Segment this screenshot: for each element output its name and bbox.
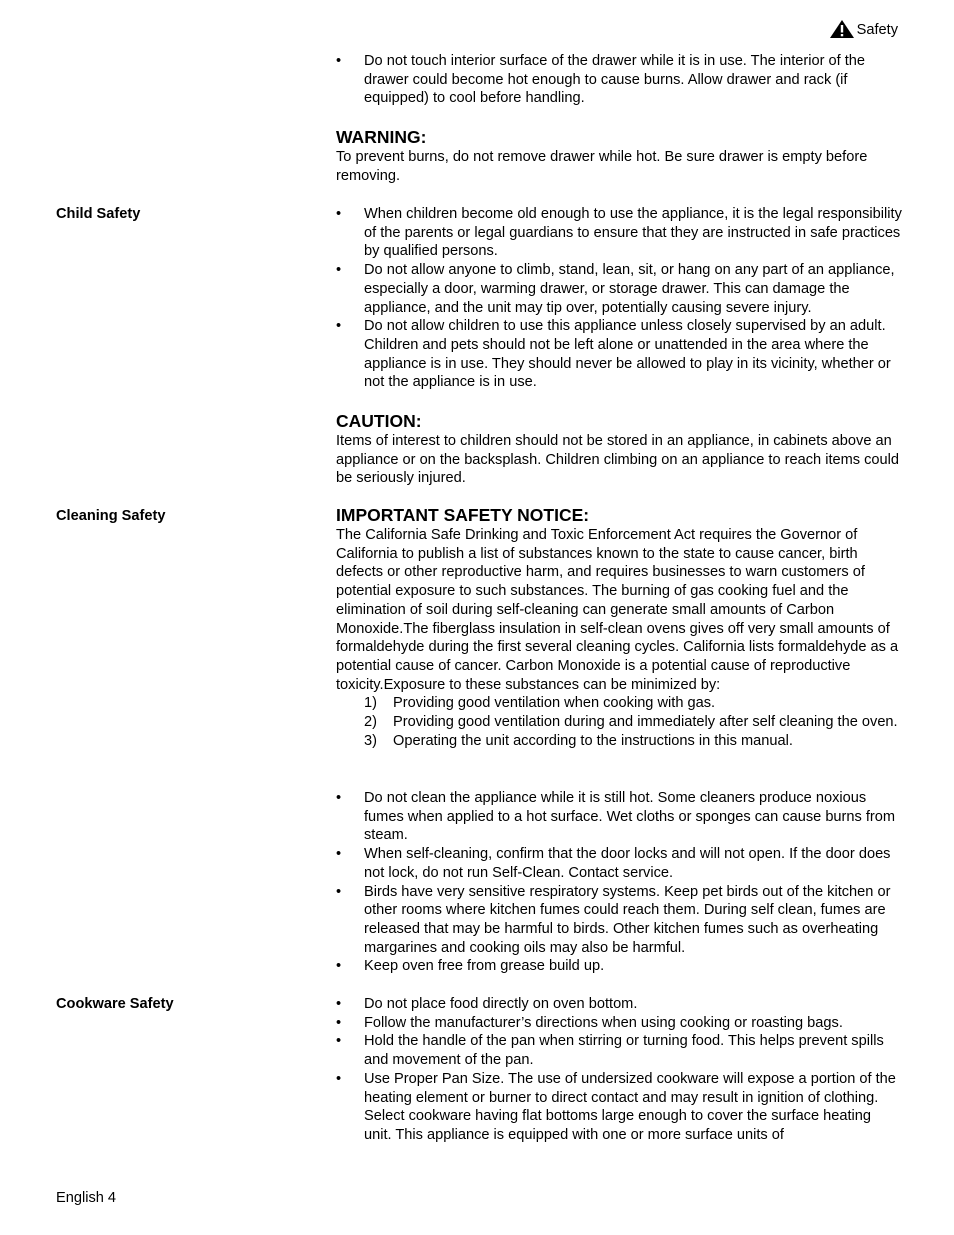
step-item: 1) Providing good ventilation when cooking with gas. (364, 695, 716, 712)
list-item: • Do not allow children to use this appliance unless closely supervised by an adult. Children and pets should not be left alone or unattended in the area where the appliance is in use. They should never be allowed to play in its vicinity, whether or not the appliance is in use. (336, 318, 891, 391)
step-item: 3) Operating the unit according to the instructions in this manual. (364, 732, 793, 749)
warning-text: To prevent burns, do not remove drawer while hot. Be sure drawer is empty before removing. (336, 149, 868, 184)
list-item: • Follow the manufacturer’s directions when using cooking or roasting bags. (336, 1014, 843, 1031)
notice-title: IMPORTANT SAFETY NOTICE: (336, 505, 590, 525)
warning-title: WARNING: (336, 127, 427, 147)
list-item: • Birds have very sensitive respiratory systems. Keep pet birds out of the kitchen or other rooms where kitchen fumes could reach them. During self clean, fumes are released that may be harmful to birds. Other kitchen fumes such as overheating margarines and cooking oils may also be harmful. (336, 883, 891, 956)
cookware-safety-label: Cookware Safety (56, 996, 174, 1012)
caution-block (336, 410, 902, 488)
list-item: • Do not place food directly on oven bottom. (336, 996, 638, 1012)
step-item: 2) Providing good ventilation during and immediately after self cleaning the oven. (364, 714, 898, 731)
list-item: • Do not touch interior surface of the drawer while it is in use. The interior of the drawer could become hot enough to cause burns. Allow drawer and rack (if equipped) to cool before handling. (336, 53, 866, 107)
list-item: • Keep oven free from grease build up. (336, 958, 605, 975)
warning-block (336, 126, 902, 185)
page-header (829, 19, 898, 39)
child-safety-label: Child Safety (56, 206, 141, 222)
child-safety-list (336, 205, 902, 392)
section-title: Safety (856, 22, 898, 38)
caution-text: Items of interest to children should not be stored in an appliance, in cabinets above an appliance or on the backsplash. Children climbing on an appliance to reach items could be seriously injured. (336, 433, 900, 487)
cookware-safety-list (336, 995, 902, 1145)
cleaning-safety-list (336, 789, 902, 976)
list-item: • Use Proper Pan Size. The use of undersized cookware will expose a portion of the heating element or burner to direct contact and may result in ignition of clothing. Select cookware having flat bottoms large enough to cover the surface heating unit. This appliance is equipped with one or more surface units of (336, 1070, 896, 1143)
list-item: • Hold the handle of the pan when stirring or turning food. This helps prevent spills and movement of the pan. (336, 1033, 884, 1069)
page-number: English 4 (56, 1190, 117, 1206)
list-item: • Do not allow anyone to climb, stand, lean, sit, or hang on any part of an appliance, especially a door, warming drawer, or storage drawer. This can damage the appliance, and the unit may tip over, potentially causing severe injury. (336, 262, 895, 316)
warning-icon (829, 19, 855, 39)
list-item: • When children become old enough to use the appliance, it is the legal responsibility of the parents or legal guardians to ensure that they are instructed in safe practices by qualified persons. (336, 206, 902, 260)
drawer-section (336, 52, 902, 108)
cleaning-safety-label: Cleaning Safety (56, 508, 166, 524)
list-item: • Do not clean the appliance while it is still hot. Some cleaners produce noxious fumes when applied to a hot surface. Wet cloths or sponges can cause burns from steam. (336, 790, 896, 844)
list-item: • When self-cleaning, confirm that the door locks and will not open. If the door does not lock, do not run Self-Clean. Contact service. (336, 846, 891, 881)
important-notice-block (336, 504, 902, 750)
caution-title: CAUTION: (336, 411, 422, 431)
notice-text: The California Safe Drinking and Toxic Enforcement Act requires the Governor of California to publish a list of substances known to the state to cause cancer, birth defects or other reproductive harm, and requires businesses to warn customers of potential exposure to such substances. The burning of gas cooking fuel and the elimination of soil during self-cleaning can generate small amounts of Carbon Monoxide.The fiberglass insulation in self-clean ovens gives off very small amounts of formaldehyde during the first several cleaning cycles. California lists formaldehyde as a potential cause of cancer. Carbon Monoxide is a potential cause of reproductive toxicity.Exposure to these substances can be minimized by: (336, 527, 899, 693)
